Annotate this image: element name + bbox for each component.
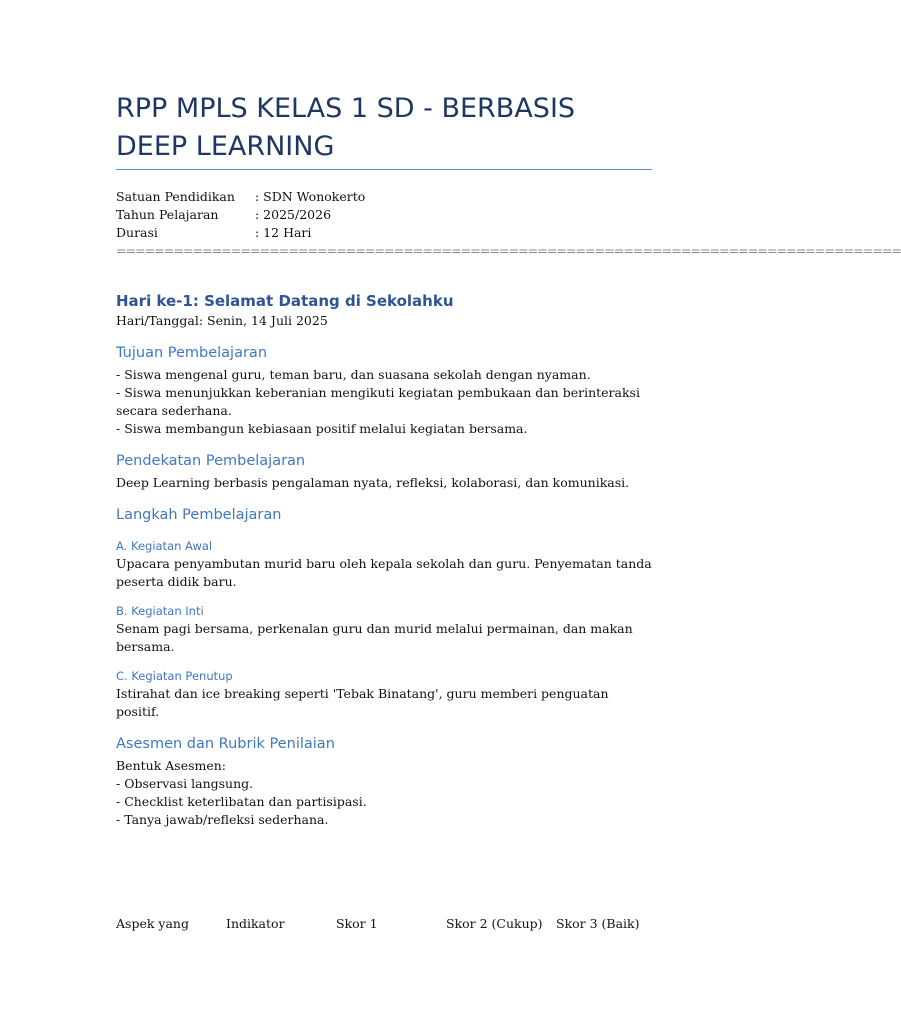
rubric-header-skor-3: Skor 3 (Baik) xyxy=(556,916,640,931)
asesmen-line: Bentuk Asesmen: xyxy=(116,758,227,773)
kegiatan-awal-heading: A. Kegiatan Awal xyxy=(116,539,213,553)
meta-value: : 12 Hari xyxy=(255,225,312,240)
rubric-header-aspek: Aspek yang xyxy=(116,916,189,931)
meta-value: : 2025/2026 xyxy=(255,207,332,222)
rubric-header-skor-1: Skor 1 xyxy=(336,916,378,931)
tujuan-item: - Siswa membangun kebiasaan positif melalui kegiatan bersama. xyxy=(116,421,528,436)
langkah-heading: Langkah Pembelajaran xyxy=(116,507,282,523)
kegiatan-awal-text: Upacara penyambutan murid baru oleh kepala sekolah dan guru. Penyematan tanda peserta didik baru. xyxy=(116,556,652,589)
kegiatan-penutup-text: Istirahat dan ice breaking seperti 'Tebak Binatang', guru memberi penguatan positif. xyxy=(116,686,609,719)
tujuan-heading: Tujuan Pembelajaran xyxy=(116,345,268,361)
tujuan-item: - Siswa mengenal guru, teman baru, dan suasana sekolah dengan nyaman. xyxy=(116,367,591,382)
kegiatan-inti-heading: B. Kegiatan Inti xyxy=(116,604,204,618)
kegiatan-inti-text: Senam pagi bersama, perkenalan guru dan murid melalui permainan, dan makan bersama. xyxy=(116,621,633,654)
title-underline xyxy=(116,169,652,170)
asesmen-line: - Checklist keterlibatan dan partisipasi. xyxy=(116,794,367,809)
rubric-header-indikator: Indikator xyxy=(226,916,285,931)
asesmen-line: - Observasi langsung. xyxy=(116,776,254,791)
meta-row-durasi xyxy=(116,224,365,242)
meta-value: : SDN Wonokerto xyxy=(255,189,366,204)
meta-row-tahun xyxy=(116,206,365,224)
separator-line: ================================================================================== xyxy=(116,243,901,258)
document-title: RPP MPLS KELAS 1 SD - BERBASIS DEEP LEARNING xyxy=(116,93,576,162)
pendekatan-text: Deep Learning berbasis pengalaman nyata, refleksi, kolaborasi, dan komunikasi. xyxy=(116,475,630,490)
rubric-header-skor-2: Skor 2 (Cukup) xyxy=(446,916,543,931)
day-heading: Hari ke-1: Selamat Datang di Sekolahku xyxy=(116,292,454,310)
kegiatan-penutup-heading: C. Kegiatan Penutup xyxy=(116,669,233,683)
meta-label: Durasi xyxy=(116,225,158,240)
document-meta xyxy=(116,188,365,242)
meta-label: Tahun Pelajaran xyxy=(116,207,219,222)
tujuan-item: - Siswa menunjukkan keberanian mengikuti kegiatan pembukaan dan berinteraksi secara sederhana. xyxy=(116,385,640,418)
pendekatan-heading: Pendekatan Pembelajaran xyxy=(116,453,306,469)
meta-row-satuan xyxy=(116,188,365,206)
day-1-section xyxy=(116,290,652,829)
asesmen-line: - Tanya jawab/refleksi sederhana. xyxy=(116,812,329,827)
day-date: Hari/Tanggal: Senin, 14 Juli 2025 xyxy=(116,313,328,328)
asesmen-heading: Asesmen dan Rubrik Penilaian xyxy=(116,736,335,752)
meta-label: Satuan Pendidikan xyxy=(116,189,235,204)
